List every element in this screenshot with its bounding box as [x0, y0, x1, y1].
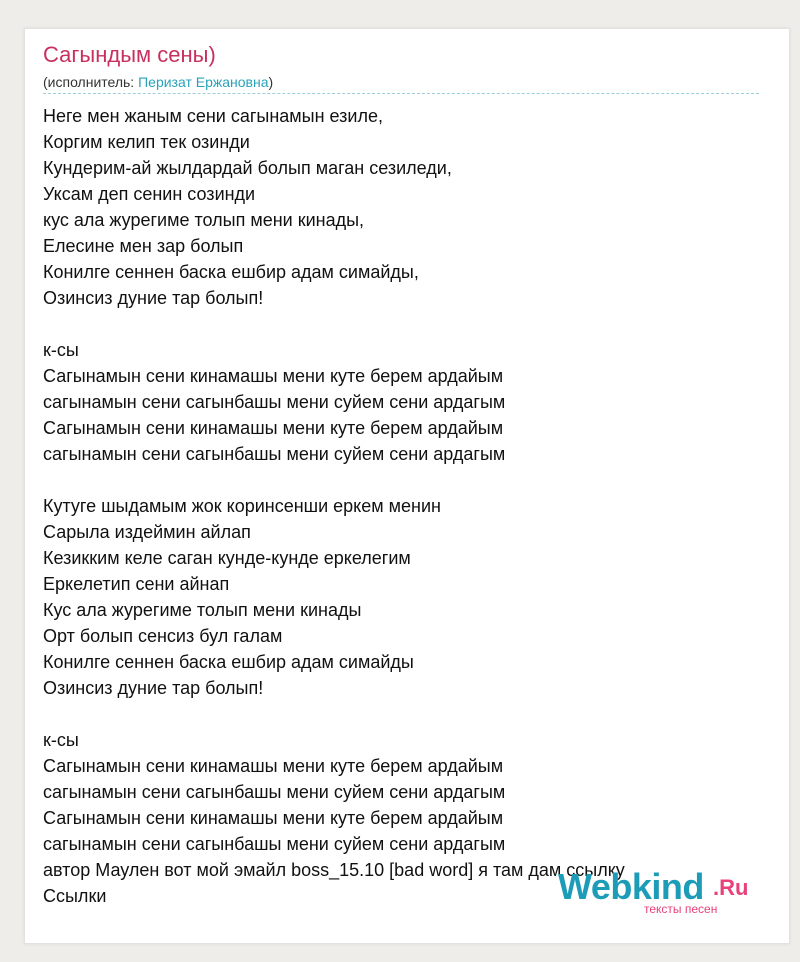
logo-tagline: тексты песен — [644, 902, 718, 916]
lyric-line: сагынамын сени сагынбашы мени суйем сени ардагым — [43, 392, 506, 412]
title-divider — [43, 93, 759, 94]
byline-prefix: (исполнитель: — [43, 74, 139, 90]
links-label: Ссылки — [43, 886, 107, 906]
lyric-line: Кус ала журегиме толып мени кинады — [43, 600, 362, 620]
song-title: Сагындым сены) — [43, 42, 216, 67]
lyric-line: к-сы — [43, 730, 79, 750]
artist-link[interactable]: Перизат Ержановна — [138, 74, 269, 90]
lyric-line: сагынамын сени сагынбашы мени суйем сени ардагым — [43, 782, 506, 802]
lyric-line: кус ала журегиме толып мени кинады, — [43, 210, 365, 230]
lyric-line: Сагынамын сени кинамашы мени куте берем ардайым — [43, 418, 504, 438]
lyric-line: Кундерим-ай жылдардай болып маган сезиледи, — [43, 158, 452, 178]
lyrics-card — [24, 28, 790, 944]
lyric-line: Сарыла издеймин айлап — [43, 522, 251, 542]
lyric-line: Сагынамын сени кинамашы мени куте берем ардайым — [43, 366, 504, 386]
logo-wordmark: Webkind — [558, 866, 704, 907]
lyric-line: к-сы — [43, 340, 79, 360]
lyric-line: Конилге сеннен баска ешбир адам симайды — [43, 652, 414, 672]
lyric-line: сагынамын сени сагынбашы мени суйем сени ардагым — [43, 444, 506, 464]
lyric-line: Озинсиз дуние тар болып! — [43, 288, 264, 308]
artist-byline — [43, 74, 273, 90]
lyric-line: Сагынамын сени кинамашы мени куте берем ардайым — [43, 756, 504, 776]
lyric-line: автор Маулен вот мой эмайл boss_15.10 [bad word] я там дам ссылку — [43, 860, 625, 880]
lyric-line: Кезикким келе саган кунде-кунде еркелегим — [43, 548, 411, 568]
webkind-logo[interactable] — [558, 866, 768, 916]
lyric-line: Елесине мен зар болып — [43, 236, 244, 256]
lyric-line: Орт болып сенсиз бул галам — [43, 626, 283, 646]
lyric-line: Озинсиз дуние тар болып! — [43, 678, 264, 698]
stanza-gap — [43, 701, 763, 727]
logo-domain: .Ru — [713, 875, 749, 900]
lyric-line: Сагынамын сени кинамашы мени куте берем ардайым — [43, 808, 504, 828]
lyric-line: Кутуге шыдамым жок коринсенши еркем менин — [43, 496, 441, 516]
lyric-line: Конилге сеннен баска ешбир адам симайды, — [43, 262, 419, 282]
lyric-line: Уксам деп сенин созинди — [43, 184, 256, 204]
byline-suffix: ) — [268, 74, 274, 90]
stanza-gap — [43, 311, 763, 337]
lyric-line: Неге мен жаным сени сагынамын езиле, — [43, 106, 383, 126]
lyric-line: Коргим келип тек озинди — [43, 132, 250, 152]
stanza-gap — [43, 467, 763, 493]
lyric-line: сагынамын сени сагынбашы мени суйем сени ардагым — [43, 834, 506, 854]
lyrics-text — [43, 103, 763, 909]
lyric-line: Еркелетип сени айнап — [43, 574, 230, 594]
